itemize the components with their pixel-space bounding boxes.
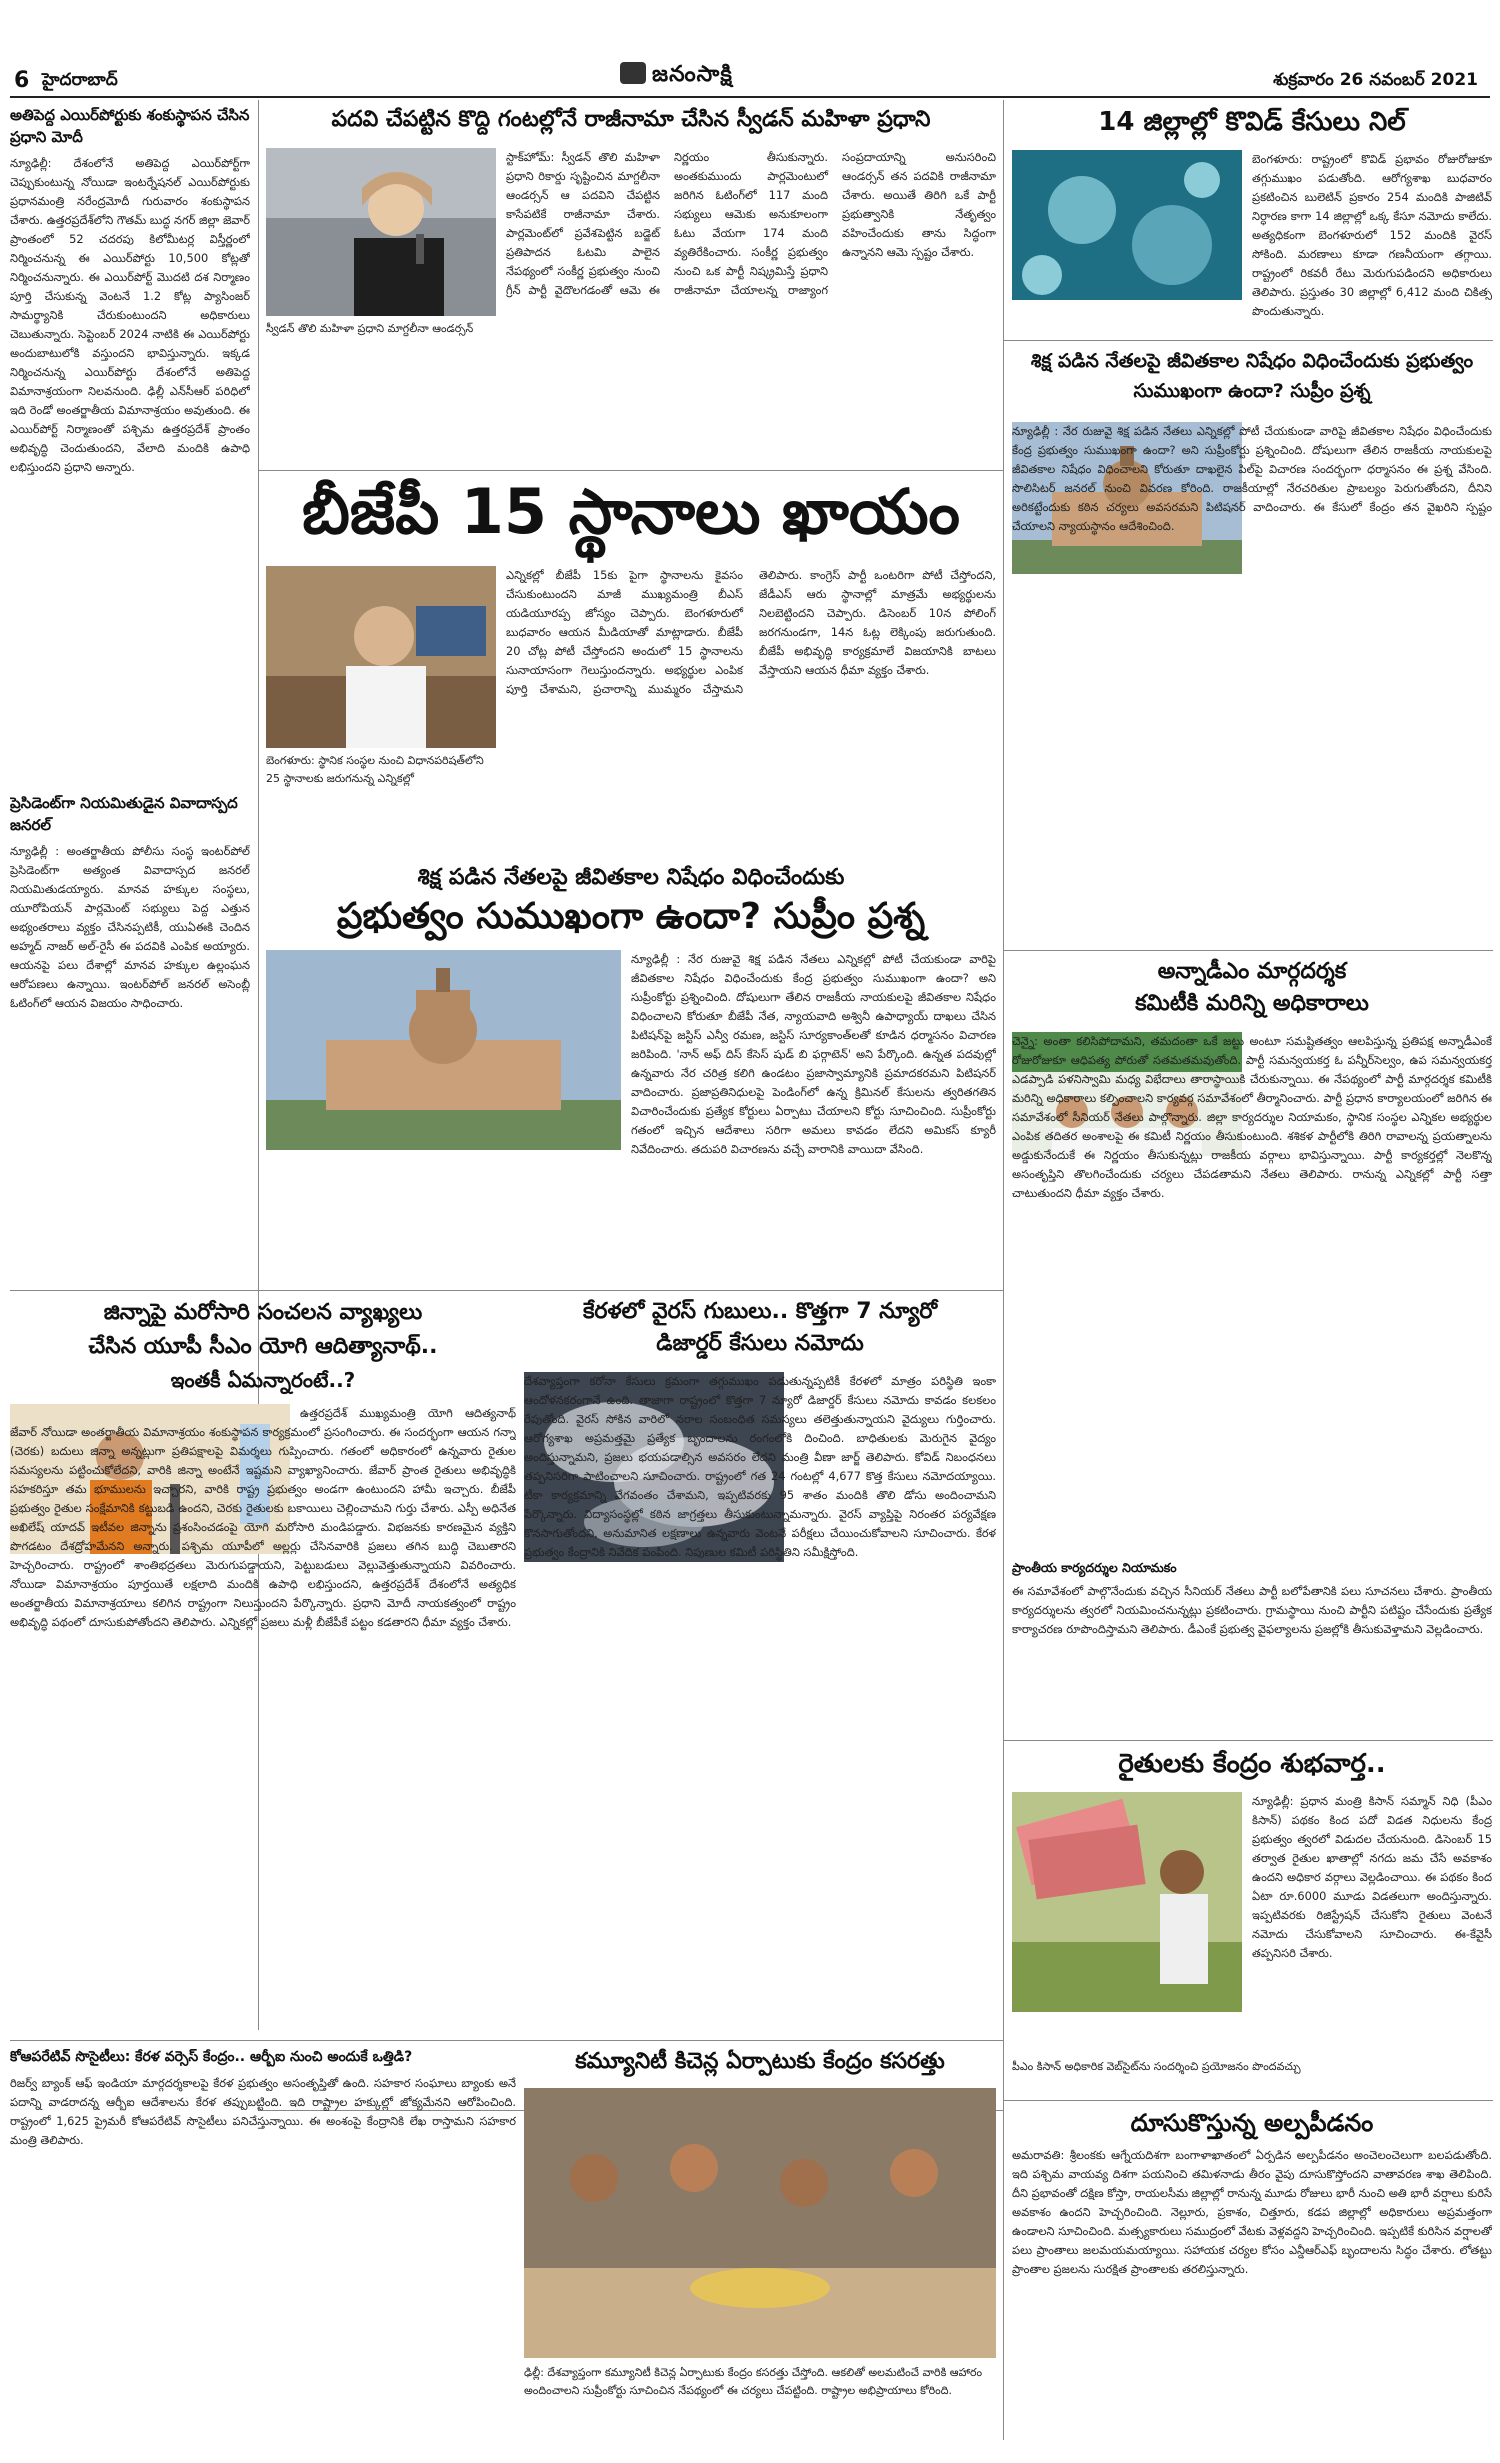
article-body: దేశవ్యాప్తంగా కరోనా కేసులు క్రమంగా తగ్గుముఖం పడుతున్నప్పటికీ కేరళలో మాత్రం పరిస్థితి ఇంకా ఆందోళనకరంగానే ఉంది. తాజాగా రాష్ట్రంలో కొత్తగా 7 న్యూరో డిజార్డర్ కేసులు నమోదు కావడం కలకలం రేపుతోంది. వైరస్ సోకిన వారిలో నరాల సంబంధిత సమస్యలు తలెత్తుతున్నాయని వైద్యులు గుర్తించారు. ఆరోగ్యశాఖ అప్రమత్తమై ప్రత్యేక బృందాలను రంగంలోకి దించింది. బాధితులకు మెరుగైన వైద్యం అందిస్తున్నామని, ప్రజలు భయపడాల్సిన అవసరం లేదని మంత్రి వీణా జార్జ్ తెలిపారు. కోవిడ్ నిబంధనలు తప్పనిసరిగా పాటించాలని సూచించారు. రాష్ట్రంలో గత 24 గంటల్లో 4,677 కొత్త కేసులు నమోదయ్యాయి. టీకా కార్యక్రమాన్ని వేగవంతం చేశామని, ఇప్పటివరకు 95 శాతం మందికి తొలి డోసు అందించామని పేర్కొన్నారు. విద్యాసంస్థల్లో కఠిన జాగ్రత్తలు తీసుకుంటున్నామన్నారు. వైరస్ వ్యాప్తిపై నిరంతర పర్యవేక్షణ కొనసాగుతోందని, అనుమానిత లక్షణాలు ఉన్నవారు వెంటనే పరీక్షలు చేయించుకోవాలని సూచించారు. కేరళ ప్రభుత్వం కేంద్రానికి నివేదిక పంపింది. నిపుణుల కమిటీ పరిస్థితిని సమీక్షిస్తోంది. xyxy=(524,1374,996,1559)
article-supreme-court xyxy=(266,862,996,1286)
section-divider xyxy=(1003,1740,1493,1741)
masthead xyxy=(0,0,1500,100)
article-subhead: ప్రెసిడెంట్‌గా నియమితుడైన వివాదాస్పద జనరల్ xyxy=(10,794,238,834)
section-divider xyxy=(1003,340,1493,341)
article-headline-line1: అన్నాడీఎం మార్గదర్శక xyxy=(1157,959,1347,984)
article-body: రిజర్వ్ బ్యాంక్ ఆఫ్ ఇండియా మార్గదర్శకాలపై కేరళ ప్రభుత్వం అసంతృప్తితో ఉంది. సహకార సంఘాలు బ్యాంకు అనే పదాన్ని వాడరాదన్న ఆర్బీఐ ఆదేశాలను కేరళ తప్పుబట్టింది. ఇది రాష్ట్రాల హక్కుల్లో జోక్యమేనని ఆరోపించింది. రాష్ట్రంలో 1,625 ప్రైమరీ కోఆపరేటివ్ సొసైటీలు పనిచేస్తున్నాయి. ఈ అంశంపై కేంద్రానికి లేఖ రాస్తామని సహకార మంత్రి తెలిపారు. xyxy=(10,2076,516,2147)
article-body: అమరావతి: శ్రీలంకకు ఆగ్నేయదిశగా బంగాళాఖాతంలో ఏర్పడిన అల్పపీడనం అంచెలంచెలుగా బలపడుతోంది. ఇది పశ్చిమ వాయవ్య దిశగా పయనించి తమిళనాడు తీరం వైపు దూసుకొస్తోందని వాతావరణ శాఖ తెలిపింది. దీని ప్రభావంతో దక్షిణ కోస్తా, రాయలసీమ జిల్లాల్లో రానున్న మూడు రోజులు భారీ నుంచి అతి భారీ వర్షాలు కురిసే అవకాశం ఉందని హెచ్చరించింది. నెల్లూరు, ప్రకాశం, చిత్తూరు, కడప జిల్లాల్లో అధికారులు అప్రమత్తంగా ఉండాలని సూచించింది. మత్స్యకారులు సముద్రంలో వేటకు వెళ్లవద్దని హెచ్చరించింది. ఇప్పటికే కురిసిన వర్షాలతో పలు ప్రాంతాలు జలమయమయ్యాయి. సహాయక చర్యల కోసం ఎన్డీఆర్ఎఫ్ బృందాలను సిద్ధం చేశారు. లోతట్టు ప్రాంతాల ప్రజలను సురక్షిత ప్రాంతాలకు తరలిస్తున్నారు. xyxy=(1012,2148,1492,2276)
paper-name: జనంసాక్షి xyxy=(652,62,733,87)
article-community-kitchen xyxy=(524,2046,996,2456)
section-divider xyxy=(258,1290,1003,1291)
article-cooperative xyxy=(10,2046,516,2456)
photo-caption: ఢిల్లీ: దేశవ్యాప్తంగా కమ్యూనిటీ కిచెన్ల ఏర్పాటుకు కేంద్రం కసరత్తు చేస్తోంది. ఆకలితో అలమటించే వారికి ఆహారం అందించాలని సుప్రీంకోర్టు సూచించిన నేపథ్యంలో ఈ చర్యలు చేపట్టింది. రాష్ట్రాల అభిప్రాయాలు కోరింది. xyxy=(524,2366,983,2397)
article-headline: బీజేపీ 15 స్థానాలు ఖాయం xyxy=(301,476,960,548)
article-yogi xyxy=(10,1296,516,2036)
article-body-2: ఈ సమావేశంలో పాల్గొనేందుకు వచ్చిన సీనియర్ నేతలు పార్టీ బలోపేతానికి పలు సూచనలు చేశారు. ప్రాంతీయ కార్యదర్శులను త్వరలో నియమించనున్నట్లు ప్రకటించారు. గ్రామస్థాయి నుంచి పార్టీని పటిష్టం చేసేందుకు ప్రత్యేక కార్యాచరణ రూపొందిస్తామని తెలిపారు. డీఎంకే ప్రభుత్వ వైఫల్యాలను ప్రజల్లోకి తీసుకువెళ్తామని వెల్లడించారు. xyxy=(1012,1584,1492,1636)
article-bjp xyxy=(266,476,996,856)
paper-logo xyxy=(620,62,733,92)
article-headline-line2: కమిటీకి మరిన్ని అధికారాలు xyxy=(1135,991,1369,1016)
community-kitchen-photo xyxy=(524,2088,996,2358)
article-headline: కమ్యూనిటీ కిచెన్ల ఏర్పాటుకు కేంద్రం కసరత్తు xyxy=(575,2049,945,2074)
article-subhead: ప్రాంతీయ కార్యదర్శుల నియామకం xyxy=(1012,1560,1177,1575)
article-subhead: కోఆపరేటివ్ సొసైటీలు: కేరళ వర్సెస్ కేంద్రం.. ఆర్బీఐ నుంచి అందుకే ఒత్తిడి? xyxy=(10,2049,413,2065)
column-divider xyxy=(1003,100,1004,2440)
article-body: ఎన్నికల్లో బీజేపీ 15కు పైగా స్థానాలను కైవసం చేసుకుంటుందని మాజీ ముఖ్యమంత్రి బీఎస్ యడియూరప్ప జోస్యం చెప్పారు. బెంగళూరులో బుధవారం ఆయన మీడియాతో మాట్లాడారు. బీజేపీ 20 చోట్ల పోటీ చేస్తోందని అందులో 15 స్థానాలను సునాయాసంగా గెలుస్తుందన్నారు. అభ్యర్థుల ఎంపిక పూర్తి చేశామని, ప్రచారాన్ని ముమ్మరం చేస్తామని తెలిపారు. కాంగ్రెస్ పార్టీ ఒంటరిగా పోటీ చేస్తోందని, జేడీఎస్ ఆరు స్థానాల్లో మాత్రమే అభ్యర్థులను నిలబెట్టిందని చెప్పారు. డిసెంబర్ 10న పోలింగ్ జరగనుండగా, 14న ఓట్ల లెక్కింపు జరుగుతుంది. బీజేపీ అభివృద్ధి కార్యక్రమాలే విజయానికి బాటలు వేస్తాయని ఆయన ధీమా వ్యక్తం చేశారు. xyxy=(506,568,996,696)
article-body: చెన్నై: అంతా కలిసిపోదామని, తమదంతా ఒకే జట్టు అంటూ సమష్టితత్వం ఆలపిస్తున్న ప్రతిపక్ష అన్నాడీఎంకే రోజురోజుకూ ఆధిపత్య పోరుతో సతమతమవుతోంది. పార్టీ సమన్వయకర్త ఓ పన్నీర్‌సెల్వం, ఉప సమన్వయకర్త ఎడప్పాడి పళనిస్వామి మధ్య విభేదాలు తారాస్థాయికి చేరుకున్నాయి. ఈ నేపథ్యంలో పార్టీ మార్గదర్శక కమిటీకి మరిన్ని అధికారాలు కల్పించాలని కార్యవర్గ సమావేశంలో తీర్మానించారు. పార్టీ ప్రధాన కార్యాలయంలో జరిగిన ఈ సమావేశంలో సీనియర్ నేతలు పాల్గొన్నారు. జిల్లా కార్యదర్శుల నియామకం, స్థానిక సంస్థల ఎన్నికల అభ్యర్థుల ఎంపిక తదితర అంశాలపై ఈ కమిటీ నిర్ణయం తీసుకుంటుంది. శశికళ పార్టీలోకి తిరిగి రావాలన్న ప్రయత్నాలను అడ్డుకునేందుకే ఈ నిర్ణయం తీసుకున్నట్లు రాజకీయ వర్గాలు భావిస్తున్నాయి. పార్టీ కార్యకర్తల్లో నెలకొన్న అసంతృప్తిని తొలగించేందుకు చర్యలు చేపడతామని నేతలు తెలిపారు. రానున్న ఎన్నికల్లో పార్టీ సత్తా చాటుతుందని ధీమా వ్యక్తం చేశారు. xyxy=(1012,1034,1492,1200)
article-body: స్టాక్‌హోమ్: స్వీడన్ తొలి మహిళా ప్రధాని రికార్డు సృష్టించిన మాగ్దలీనా ఆండర్సన్ ఆ పదవిని చేపట్టిన కాసేపటికే రాజీనామా చేశారు. పార్లమెంట్‌లో ప్రవేశపెట్టిన బడ్జెట్ ప్రతిపాదన ఓటమి పాలైన నేపథ్యంలో సంకీర్ణ ప్రభుత్వం నుంచి గ్రీన్ పార్టీ వైదొలగడంతో ఆమె ఈ నిర్ణయం తీసుకున్నారు. అంతకుముందు పార్లమెంటులో జరిగిన ఓటింగ్‌లో 117 మంది సభ్యులు ఆమెకు అనుకూలంగా ఓటు వేయగా 174 మంది వ్యతిరేకించారు. సంకీర్ణ ప్రభుత్వం నుంచి ఒక పార్టీ నిష్క్రమిస్తే ప్రధాని రాజీనామా చేయాలన్న రాజ్యాంగ సంప్రదాయాన్ని అనుసరించి ఆండర్సన్ తన పదవికి రాజీనామా చేశారు. అయితే తిరిగి ఒకే పార్టీ ప్రభుత్వానికి నేతృత్వం వహించేందుకు తాను సిద్ధంగా ఉన్నానని ఆమె స్పష్టం చేశారు. xyxy=(506,150,996,297)
article-headline-line2: ప్రభుత్వం సుముఖంగా ఉందా? సుప్రీం ప్రశ్న xyxy=(336,896,926,937)
article-headline-line2: చేసిన యూపీ సీఎం యోగి ఆదిత్యానాథ్.. xyxy=(88,1334,438,1359)
sweden-photo xyxy=(266,148,496,316)
farmers-photo xyxy=(1012,1792,1242,2012)
article-headline-line1: జిన్నాపై మరోసారి సంచలన వ్యాఖ్యలు xyxy=(103,1300,423,1325)
article-body: న్యూఢిల్లీ : అంతర్జాతీయ పోలీసు సంస్థ ఇంటర్‌పోల్ ప్రెసిడెంట్‌గా అత్యంత వివాదాస్పద జనరల్ నియమితుడయ్యారు. మానవ హక్కుల సంస్థలు, యూరోపియన్ పార్లమెంట్ సభ్యులు పెద్ద ఎత్తున అభ్యంతరాలు వ్యక్తం చేసినప్పటికీ, యుఏఈకి చెందిన అహ్మద్ నాజర్ అల్-రైసీ ఈ పదవికి ఎంపిక అయ్యారు. ఆయనపై పలు దేశాల్లో మానవ హక్కుల ఉల్లంఘన ఆరోపణలు ఉన్నాయి. ఇంటర్‌పోల్ జనరల్ అసెంబ్లీ ఓటింగ్‌లో ఆయన విజయం సాధించారు. xyxy=(10,844,250,1010)
article-headline: పదవి చేపట్టిన కొద్ది గంటల్లోనే రాజీనామా చేసిన స్వీడన్ మహిళా ప్రధాని xyxy=(331,107,931,132)
article-headline: అతిపెద్ద ఎయిర్‌పోర్టుకు శంకుస్థాపన చేసిన ప్రధాని మోదీ xyxy=(10,106,250,146)
section-divider xyxy=(1003,2100,1493,2101)
photo-caption: స్వీడన్ తొలి మహిళా ప్రధాని మాగ్దలీనా ఆండర్సన్ xyxy=(266,322,474,335)
article-supreme-court-short xyxy=(1012,346,1492,946)
article-headline-line1: శిక్ష పడిన నేతలపై జీవితకాల నిషేధం విధించేందుకు xyxy=(417,865,845,890)
page-number: 6 xyxy=(14,68,30,93)
article-interpol xyxy=(10,792,250,1286)
edition-label: హైదరాబాద్ xyxy=(42,70,118,90)
bjp-photo xyxy=(266,566,496,748)
supreme-court-photo xyxy=(266,950,621,1150)
article-sweden xyxy=(266,104,996,464)
section-divider xyxy=(258,470,1003,471)
section-divider xyxy=(10,1290,258,1291)
article-aiadmk xyxy=(1012,956,1492,1736)
section-divider xyxy=(10,2040,1003,2041)
article-headline: శిక్ష పడిన నేతలపై జీవితకాల నిషేధం విధించేందుకు ప్రభుత్వం సుముఖంగా ఉందా? సుప్రీం ప్రశ్న xyxy=(1030,350,1474,402)
article-farmers xyxy=(1012,1746,1492,2096)
article-kerala xyxy=(524,1296,996,2040)
article-headline-line3: ఇంతకీ ఏమన్నారంటే..? xyxy=(170,1368,356,1392)
article-body: ఉత్తరప్రదేశ్ ముఖ్యమంత్రి యోగి ఆదిత్యనాథ్ జేవార్ నోయిడా అంతర్జాతీయ విమానాశ్రయం శంకుస్థాపన కార్యక్రమంలో ప్రసంగించారు. ఈ సందర్భంగా ఆయన గన్నా (చెరకు) బదులు జిన్నా అన్నట్లుగా ప్రతిపక్షాలపై విమర్శలు గుప్పించారు. గతంలో అధికారంలో ఉన్నవారు రైతుల సమస్యలను పట్టించుకోలేదని, వారికి జిన్నా అంటేనే ఇష్టమని వ్యాఖ్యానించారు. జేవార్ ప్రాంత రైతులు అభివృద్ధికి సహకరిస్తూ తమ భూములను ఇచ్చారని, వారికి రాష్ట్ర ప్రభుత్వం అండగా ఉంటుందని హామీ ఇచ్చారు. బీజేపీ ప్రభుత్వం రైతుల సంక్షేమానికి కట్టుబడి ఉందని, చెరకు రైతులకు బకాయిలు చెల్లించామని గుర్తు చేశారు. ఎస్పీ అధినేత అఖిలేష్ యాదవ్ ఇటీవల జిన్నాను ప్రశంసించడంపై యోగి మరోసారి మండిపడ్డారు. విభజనకు కారణమైన వ్యక్తిని పొగడటం దేశద్రోహమేనని అన్నారు. పశ్చిమ యూపీలో అల్లర్లు చేసినవారికి ప్రజలు తగిన బుద్ధి చెబుతారని హెచ్చరించారు. రాష్ట్రంలో శాంతిభద్రతలు మెరుగుపడ్డాయని, పెట్టుబడులు వెల్లువెత్తుతున్నాయని వివరించారు. నోయిడా విమానాశ్రయం పూర్తయితే లక్షలాది మందికి ఉపాధి లభిస్తుందని, ఉత్తరప్రదేశ్ దేశంలోనే అత్యధిక అంతర్జాతీయ విమానాశ్రయాలు కలిగిన రాష్ట్రంగా నిలుస్తుందని పేర్కొన్నారు. ప్రధాని మోదీ నాయకత్వంలో రాష్ట్రం అభివృద్ధి పథంలో దూసుకుపోతోందని తెలిపారు. ఎన్నికల్లో ప్రజలు మళ్లీ బీజేపీకే పట్టం కడతారని ధీమా వ్యక్తం చేశారు. xyxy=(10,1406,516,1629)
article-headline: 14 జిల్లాల్లో కొవిడ్ కేసులు నిల్ xyxy=(1098,107,1406,137)
photo-caption: బెంగళూరు: స్థానిక సంస్థల నుంచి విధానపరిషత్‌లోని 25 స్థానాలకు జరుగనున్న ఎన్నికల్లో xyxy=(266,754,484,785)
article-covid xyxy=(1012,104,1492,336)
article-headline: దూసుకొస్తున్న అల్పపీడనం xyxy=(1130,2109,1374,2137)
logo-mark-icon xyxy=(620,62,646,84)
article-body: న్యూఢిల్లీ : నేర రుజువై శిక్ష పడిన నేతలు ఎన్నికల్లో పోటీ చేయకుండా వారిపై జీవితకాల నిషేధం విధించేందుకు కేంద్ర ప్రభుత్వం సుముఖంగా ఉందా? అని సుప్రీంకోర్టు ప్రశ్నించింది. దోషులుగా తేలిన రాజకీయ నాయకులపై జీవితకాల నిషేధం విధించాలని కోరుతూ బీజేపీ నేత, న్యాయవాది అశ్వినీ ఉపాధ్యాయ్ దాఖలు చేసిన పిటిషన్‌పై జస్టిస్ ఎన్వీ రమణ, జస్టిస్ సూర్యకాంత్‌లతో కూడిన ధర్మాసనం విచారణ జరిపింది. 'నాన్ అఫ్ దిస్ కేసెస్ షుడ్ బి ఫర్గాటెన్' అని పేర్కొంది. ఉన్నత పదవుల్లో ఉన్నవారు నేర చరిత్ర కలిగి ఉండటం ప్రజాస్వామ్యానికి ప్రమాదకరమని పిటిషనర్ వాదించారు. ప్రజాప్రతినిధులపై పెండింగ్‌లో ఉన్న క్రిమినల్ కేసులను త్వరితగతిన విచారించేందుకు ప్రత్యేక కోర్టులు ఏర్పాటు చేయాలని కోర్టు సూచించింది. సుప్రీంకోర్టు గతంలో ఇచ్చిన ఆదేశాలు సరిగా అమలు కావడం లేదని అమికస్ క్యూరీ నివేదించారు. తదుపరి విచారణను వచ్చే వారానికి వాయిదా వేసింది. xyxy=(631,952,996,1156)
article-headline: రైతులకు కేంద్రం శుభవార్త.. xyxy=(1118,1749,1386,1779)
article-body: బెంగళూరు: రాష్ట్రంలో కొవిడ్ ప్రభావం రోజురోజుకూ తగ్గుముఖం పడుతోంది. ఆరోగ్యశాఖ బుధవారం ప్రకటించిన బులెటిన్ ప్రకారం 254 మందికి పాజిటివ్ నిర్ధారణ కాగా 14 జిల్లాల్లో ఒక్క కేసూ నమోదు కాలేదు. అత్యధికంగా బెంగళూరులో 152 మందికి వైరస్ సోకింది. మరణాలు కూడా గణనీయంగా తగ్గాయి. రాష్ట్రంలో రికవరీ రేటు మెరుగుపడిందని అధికారులు తెలిపారు. ప్రస్తుతం 30 జిల్లాల్లో 6,412 మంది చికిత్స పొందుతున్నారు. xyxy=(1252,152,1492,318)
virus-photo xyxy=(1012,150,1242,300)
article-body: న్యూఢిల్లీ : నేర రుజువై శిక్ష పడిన నేతలు ఎన్నికల్లో పోటీ చేయకుండా వారిపై జీవితకాల నిషేధం విధించేందుకు కేంద్ర ప్రభుత్వం సుముఖంగా ఉందా? అని సుప్రీంకోర్టు ప్రశ్నించింది. దోషులుగా తేలిన రాజకీయ నాయకులపై జీవితకాల నిషేధం విధించాలని కోరుతూ దాఖలైన పిల్‌పై విచారణ సందర్భంగా ధర్మాసనం ఈ ప్రశ్న వేసింది. సొలిసిటర్ జనరల్ నుంచి వివరణ కోరింది. రాజకీయాల్లో నేరచరితుల ప్రాబల్యం పెరుగుతోందని, దీనిని అరికట్టేందుకు కఠిన చర్యలు అవసరమని పిటిషనర్ వాదించారు. ఈ కేసులో కేంద్రం తన వైఖరిని స్పష్టం చేయాలని న్యాయస్థానం ఆదేశించింది. xyxy=(1012,424,1492,533)
masthead-rule xyxy=(10,96,1490,98)
article-headline-line2: డిజార్డర్ కేసులు నమోదు xyxy=(656,1331,864,1356)
article-body: న్యూఢిల్లీ: దేశంలోనే అతిపెద్ద ఎయిర్‌పోర్ట్‌గా చెప్పుకుంటున్న నోయిడా ఇంటర్నేషనల్ ఎయిర్‌పోర్టుకు ప్రధానమంత్రి నరేంద్రమోదీ గురువారం శంకుస్థాపన చేశారు. ఉత్తరప్రదేశ్‌లోని గౌతమ్ బుద్ధ నగర్ జిల్లా జెవార్ ప్రాంతంలో 52 చదరపు కిలోమీటర్ల విస్తీర్ణంలో నిర్మించనున్న ఈ ఎయిర్‌పోర్టు 10,500 కోట్లతో నిర్మించనున్నారు. ఈ ఎయిర్‌పోర్ట్ మొదటి దశ నిర్మాణం పూర్తి చేసుకున్న వెంటనే 1.2 కోట్ల ప్యాసింజర్ సామర్థ్యానికి చేరుకుంటుందని అధికారులు చెబుతున్నారు. సెప్టెంబర్ 2024 నాటికి ఈ ఎయిర్‌పోర్టు అందుబాటులోకి వస్తుందని భావిస్తున్నారు. ఇక్కడ నిర్మించనున్న ఎయిర్‌పోర్టు దేశంలోనే అతిపెద్ద విమానాశ్రయంగా నిలవనుంది. ఢిల్లీ ఎన్‌సీఆర్ పరిధిలో ఇది రెండో అంతర్జాతీయ విమానాశ్రయం అవుతుంది. ఈ ఎయిర్‌పోర్ట్ నిర్మాణంతో పశ్చిమ ఉత్తరప్రదేశ్ ప్రాంతం అభివృద్ధి చెందుతుందని, వేలాది మందికి ఉపాధి లభిస్తుందని ప్రధాని అన్నారు. xyxy=(10,156,250,474)
article-airport xyxy=(10,104,250,784)
article-headline-line1: కేరళలో వైరస్ గుబులు.. కొత్తగా 7 న్యూరో xyxy=(582,1299,938,1324)
article-body: న్యూఢిల్లీ: ప్రధాన మంత్రి కిసాన్ సమ్మాన్ నిధి (పీఎం కిసాన్) పథకం కింద పదో విడత నిధులను కేంద్ర ప్రభుత్వం త్వరలో విడుదల చేయనుంది. డిసెంబర్ 15 తర్వాత రైతుల ఖాతాల్లో నగదు జమ చేసే అవకాశం ఉందని అధికార వర్గాలు వెల్లడించాయి. ఈ పథకం కింద ఏటా రూ.6000 మూడు విడతలుగా అందిస్తున్నారు. ఇప్పటివరకు రిజిస్ట్రేషన్ చేసుకోని రైతులు వెంటనే నమోదు చేసుకోవాలని సూచించారు. ఈ-కేవైసీ తప్పనిసరి చేశారు. xyxy=(1252,1794,1492,1960)
issue-date: శుక్రవారం 26 నవంబర్ 2021 xyxy=(1273,70,1478,90)
article-low-pressure xyxy=(1012,2106,1492,2456)
photo-caption: పీఎం కిసాన్ అధికారిక వెబ్‌సైట్‌ను సందర్శించి ప్రయోజనం పొందవచ్చు xyxy=(1012,2060,1301,2073)
section-divider xyxy=(1003,950,1493,951)
